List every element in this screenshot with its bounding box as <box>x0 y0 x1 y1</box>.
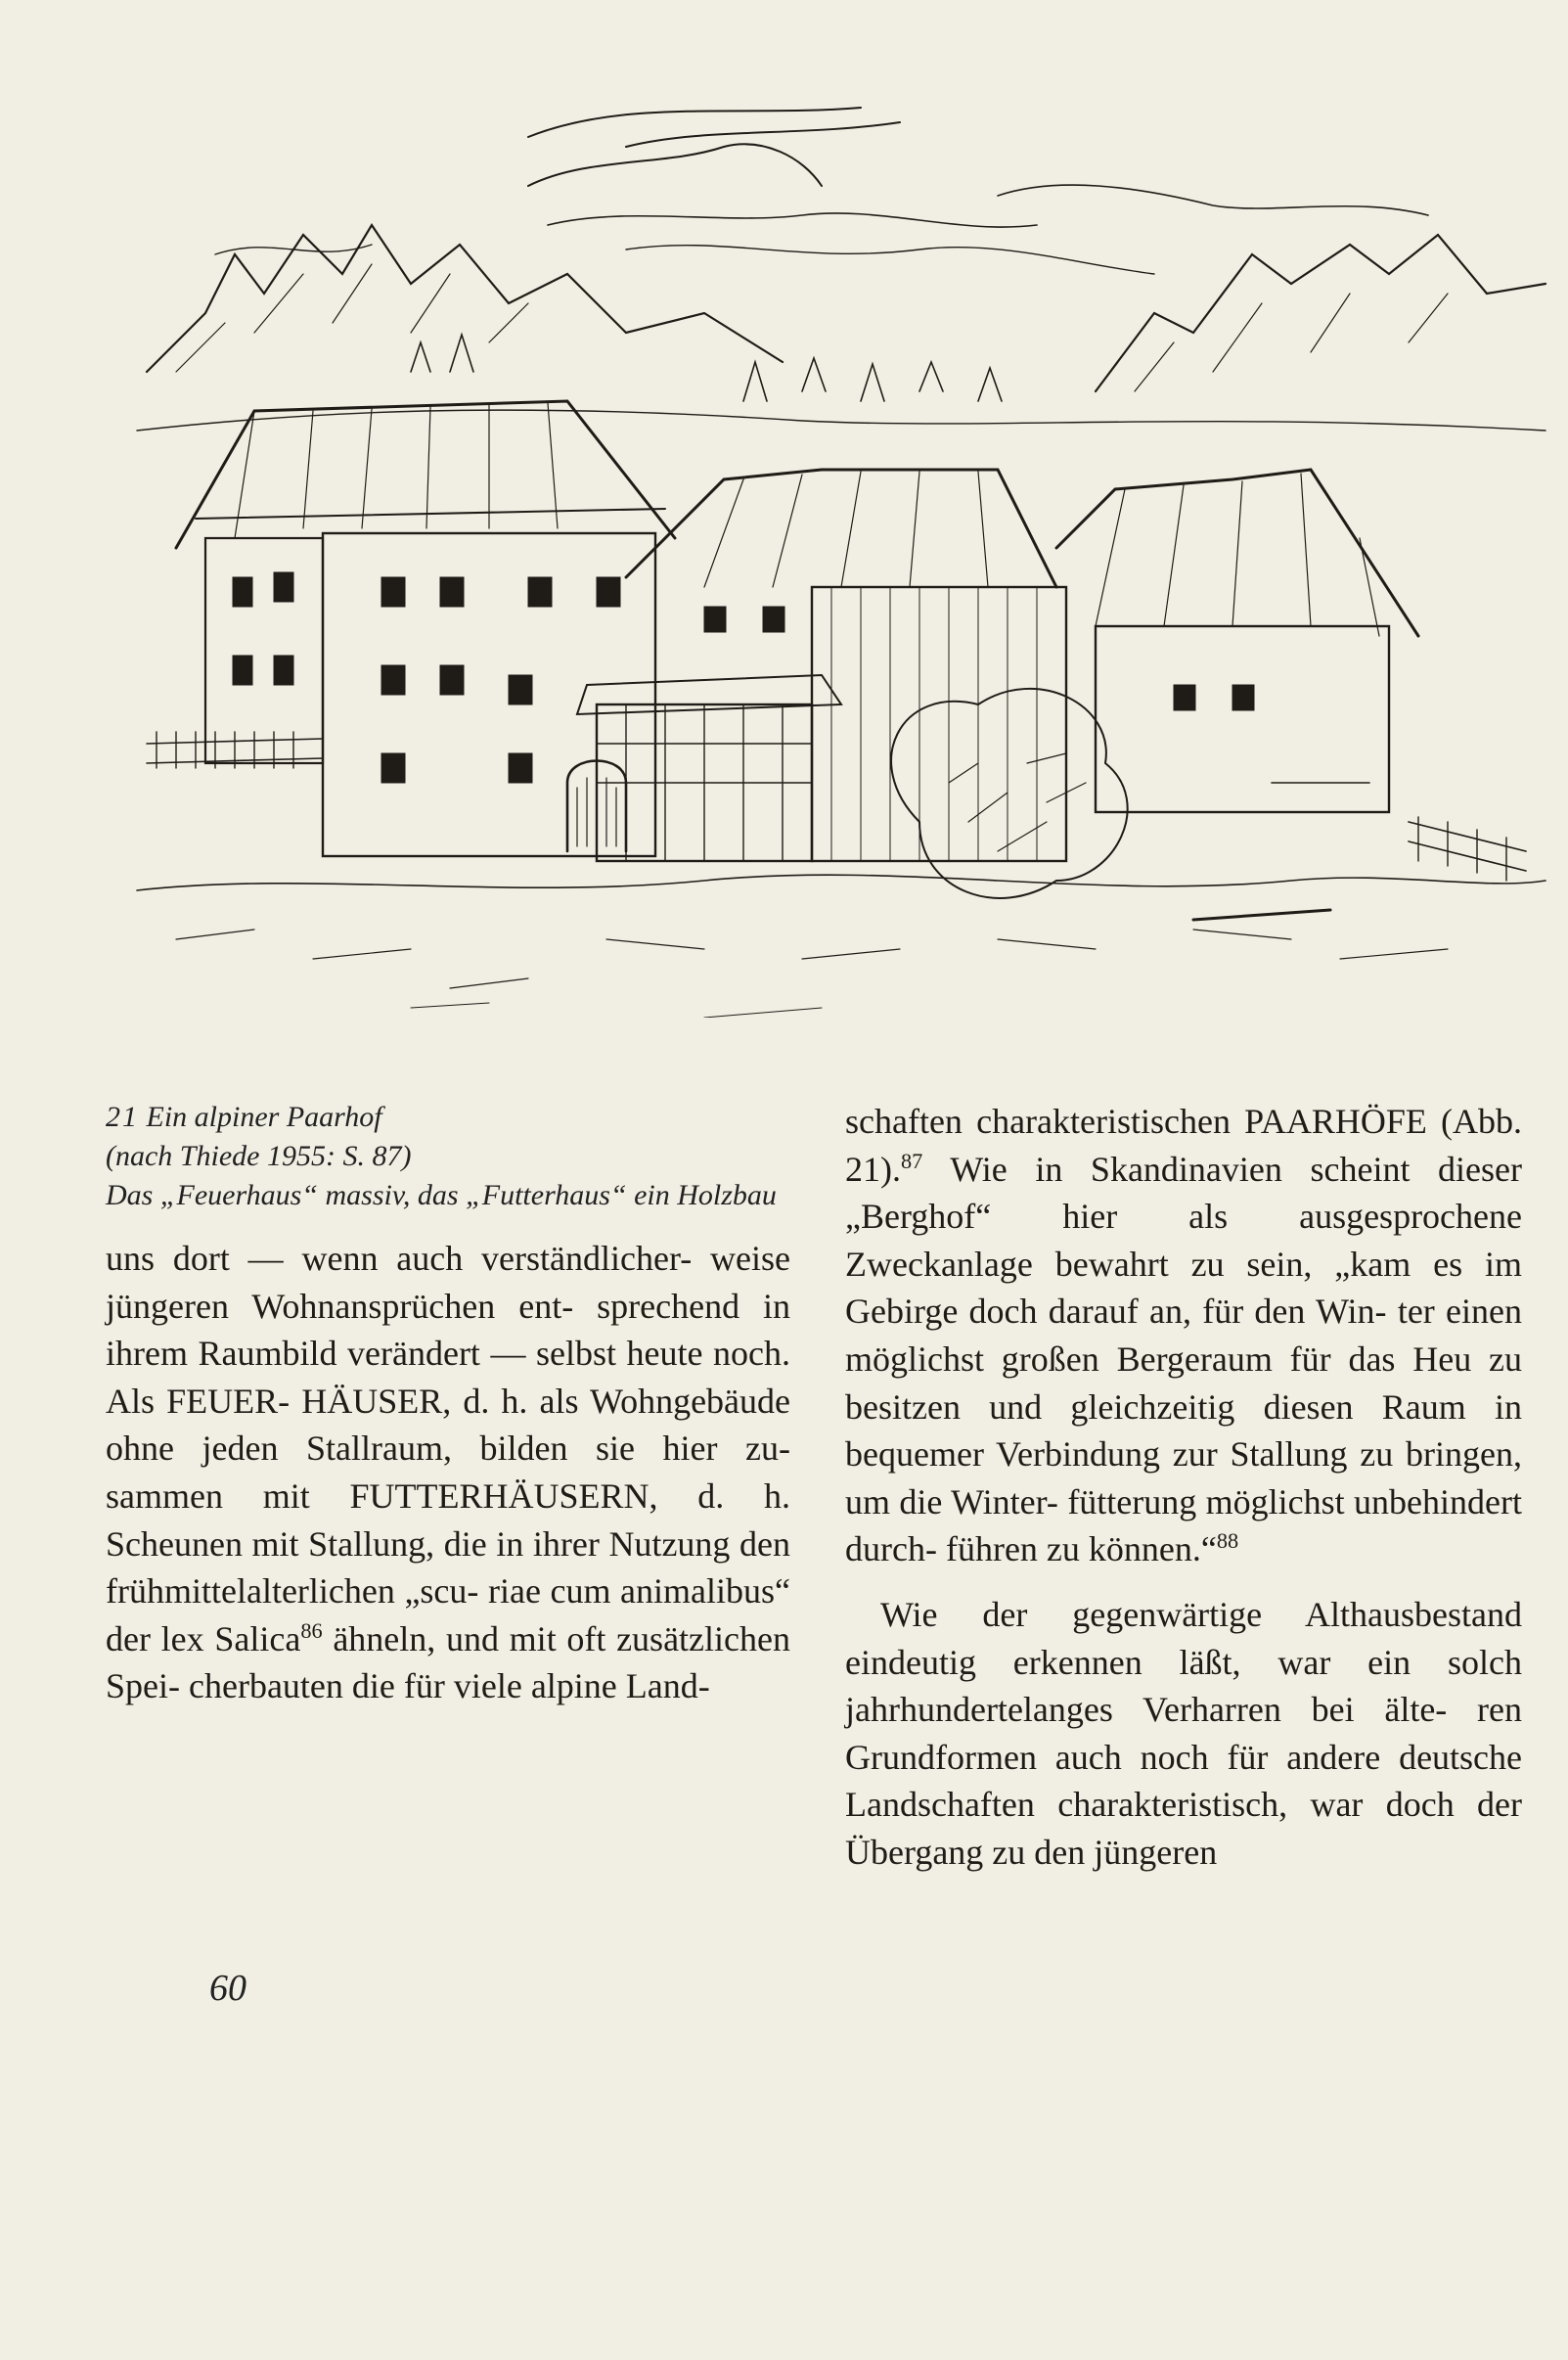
text-line: ren Grundformen auch noch für andere <box>845 1690 1523 1777</box>
text-line: eindeutig erkennen läßt, war ein solch <box>845 1642 1522 1682</box>
text-line: deutsche Landschaften charakteristisch, <box>845 1737 1523 1825</box>
text-line: sprechend in ihrem Raumbild verändert <box>106 1286 791 1374</box>
text-line: schaften charakteristischen PAARHÖFE <box>845 1102 1427 1141</box>
text-line: HÄUSER, d. h. als Wohngebäude ohne <box>106 1381 791 1469</box>
right-column <box>845 1098 1522 1877</box>
figure-title: Ein alpiner Paarhof <box>146 1101 382 1133</box>
text-line: jeden Stallraum, bilden sie hier zu- <box>202 1429 791 1469</box>
figure-description: Das „Feuerhaus“ massiv, das „Futterhaus“ ein Holzbau <box>106 1179 777 1211</box>
text-line: war doch der Übergang zu den jüngeren <box>845 1785 1522 1872</box>
text-line: sammen mit FUTTERHÄUSERN, d. h. <box>106 1475 790 1516</box>
text-line: dieser „Berghof“ hier als ausgesprochene <box>845 1149 1523 1237</box>
alpine-farmstead-illustration <box>117 78 1555 1018</box>
text-line: fütterung möglichst unbehindert durch- <box>845 1481 1523 1569</box>
figure-number: 21 <box>106 1101 139 1133</box>
footnote-marker: 88 <box>1216 1528 1239 1554</box>
text-line: Wie der gegenwärtige Althausbestand <box>880 1594 1522 1634</box>
page-number: 60 <box>209 1968 246 2009</box>
text-line: diesen Raum in bequemer Verbindung <box>845 1386 1523 1475</box>
text-line: im Gebirge doch darauf an, für den Win- <box>845 1244 1522 1332</box>
text-line: — selbst heute noch. Als FEUER- <box>106 1334 790 1421</box>
text-line: Nutzung den frühmittelalterlichen „scu- <box>106 1523 790 1611</box>
text-line: Zweckanlage bewahrt zu sein, „kam es <box>845 1244 1463 1284</box>
figure-source: (nach Thiede 1955: S. 87) <box>106 1140 412 1172</box>
left-column <box>106 1098 790 1710</box>
text-line: riae cum animalibus“ der lex Salica <box>106 1571 790 1658</box>
footnote-marker: 86 <box>300 1617 323 1643</box>
left-paragraph <box>106 1235 790 1710</box>
text-line: (Abb. 21). <box>845 1102 1523 1189</box>
text-line: für das Heu zu besitzen und gleichzeitig <box>845 1339 1523 1427</box>
caption-title-line <box>106 1098 790 1137</box>
text-line: führen zu können.“ <box>945 1529 1217 1569</box>
text-line: uns dort — wenn auch verständlicher- <box>106 1239 693 1278</box>
text-line: ter einen möglichst großen Bergeraum <box>845 1292 1522 1379</box>
footnote-marker: 87 <box>901 1148 923 1173</box>
figure-caption <box>106 1098 790 1215</box>
text-line: zur Stallung zu bringen, um die Winter- <box>845 1434 1522 1521</box>
text-line: jahrhundertelanges Verharren bei älte- <box>845 1690 1448 1730</box>
text-line: weise jüngeren Wohnansprüchen ent- <box>106 1239 791 1326</box>
text-line: Wie in Skandinavien scheint <box>950 1149 1411 1189</box>
text-line: Scheunen mit Stallung, die in ihrer <box>106 1523 600 1564</box>
right-paragraph-2 <box>845 1591 1522 1877</box>
text-line: ähneln, und mit oft zusätzlichen Spei- <box>106 1618 790 1706</box>
right-paragraph <box>845 1098 1522 1573</box>
text-line: cherbauten die für viele alpine Land- <box>189 1666 710 1706</box>
pen-drawing <box>117 78 1555 1018</box>
